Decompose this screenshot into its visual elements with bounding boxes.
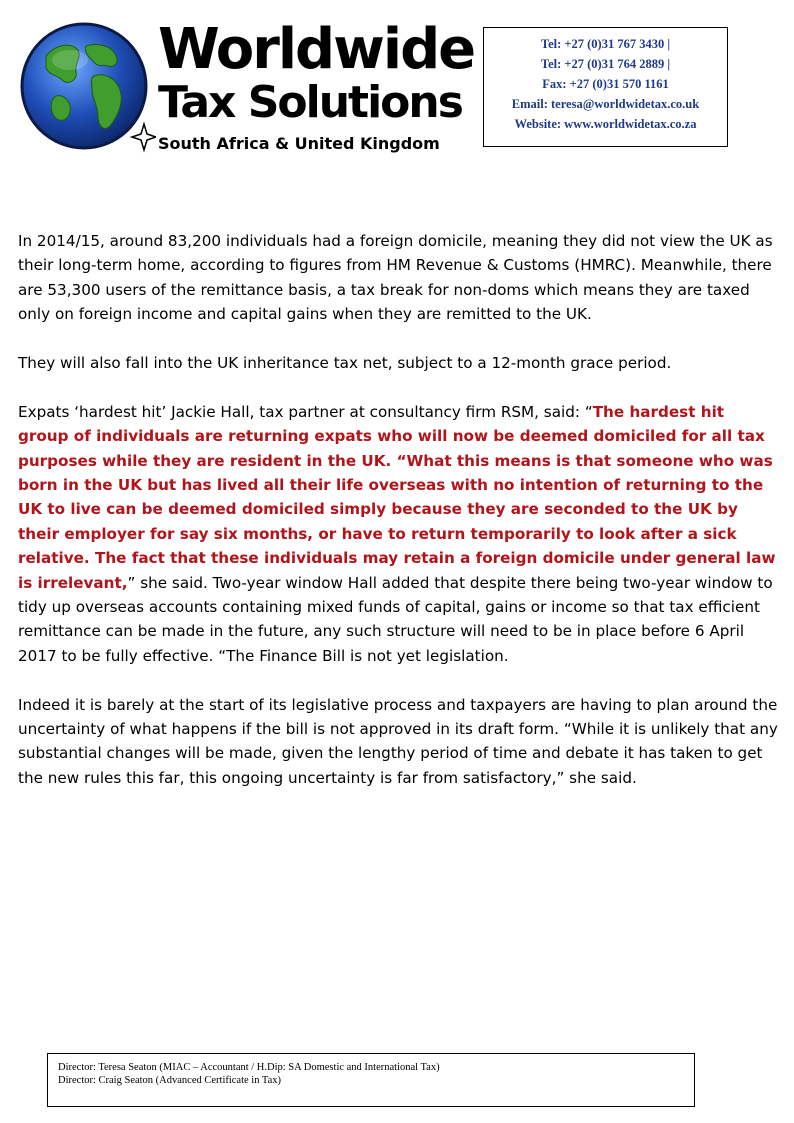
brand-name-line2: Tax Solutions <box>158 77 462 128</box>
highlighted-quote: The hardest hit group of individuals are returning expats who will now be deemed domiciled for all tax purposes while they are resident in the UK. “What this means is that someone who was born in the UK but has lived all their life overseas with no intention of returning to the UK to live can be deemed domiciled simply because they are seconded to the UK by their employer for say six months, or have to return temporarily to look after a sick relative. The fact that these individuals may retain a foreign domicile under general law is irrelevant, <box>18 402 776 592</box>
paragraph-hardest-hit <box>18 400 778 668</box>
brand-tagline: South Africa & United Kingdom <box>158 134 440 153</box>
company-logo <box>16 16 475 156</box>
article-body <box>18 229 778 815</box>
contact-fax: Fax: +27 (0)31 570 1161 <box>542 77 669 91</box>
quote-continuation: ” she said. Two-year window Hall added that despite there being two-year window to tidy up overseas accounts containing mixed funds of capital, gains or income so that tax efficient remittance can be made in the future, any such structure will need to be in place before 6 April 2017 to be fully effective. “The Finance Bill is not yet legislation. <box>18 573 773 665</box>
contact-tel-2: Tel: +27 (0)31 764 2889 | <box>540 57 671 71</box>
compass-star-icon <box>132 124 156 150</box>
director-1: Director: Teresa Seaton (MIAC – Accountant / H.Dip: SA Domestic and International Tax) <box>58 1062 440 1073</box>
contact-email[interactable]: Email: teresa@worldwidetax.co.uk <box>511 97 700 111</box>
globe-icon <box>16 16 156 156</box>
contact-box <box>483 27 728 147</box>
contact-tel-1: Tel: +27 (0)31 767 3430 | <box>540 37 671 51</box>
paragraph-inheritance-tax: They will also fall into the UK inheritance tax net, subject to a 12-month grace period. <box>18 354 672 373</box>
quote-intro: Expats ‘hardest hit’ Jackie Hall, tax partner at consultancy firm RSM, said: “ <box>18 402 593 421</box>
brand-name-line1: Worldwide <box>158 17 475 82</box>
paragraph-domicile-figures: In 2014/15, around 83,200 individuals had a foreign domicile, meaning they did not view the UK as their long-term home, according to figures from HM Revenue & Customs (HMRC). Meanwhile, there are 53,300 users of the remittance basis, a tax break for non-doms which means they are taxed only on foreign income and capital gains when they are remitted to the UK. <box>18 232 773 324</box>
contact-website[interactable]: Website: www.worldwidetax.co.za <box>514 117 697 131</box>
director-2: Director: Craig Seaton (Advanced Certificate in Tax) <box>58 1074 281 1086</box>
directors-footer <box>47 1053 695 1107</box>
paragraph-legislative-process: Indeed it is barely at the start of its legislative process and taxpayers are having to plan around the uncertainty of what happens if the bill is not approved in its draft form. “While it is unlikely that any substantial changes will be made, given the lengthy period of time and debate it has taken to get the new rules this far, this ongoing uncertainty is far from satisfactory,” she said. <box>18 695 778 787</box>
